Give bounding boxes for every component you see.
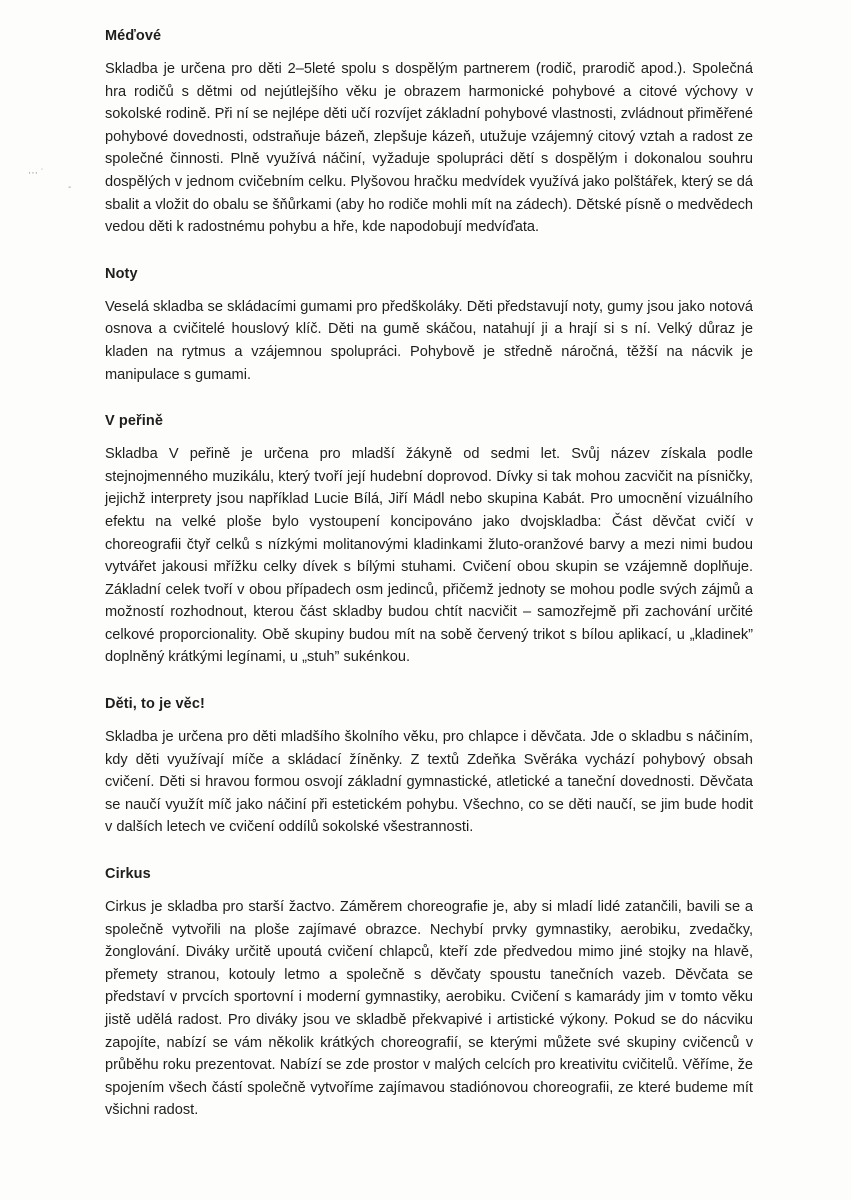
scan-speck: ⋯ ˙ (28, 168, 45, 179)
section-heading: V peřině (105, 413, 164, 430)
section-deti-to-je-vec (105, 694, 753, 839)
section-heading: Méďové (105, 28, 162, 44)
section-v-perine (105, 411, 753, 669)
section-heading: Děti, to je věc! (105, 696, 205, 713)
section-body: Cirkus je skladba pro starší žactvo. Záměrem choreografie je, aby si mladí lidé zatančili, bavili se a společně vytvořili na ploše zajímavé obrazce. Nechybí prvky gymnastiky, aerobiku, zvedačky, žonglování. Diváky určitě upoutá cvičení chlapců, kteří zde předvedou mimo jiné stojky na hlavě, přemety stranou, kotouly letmo a společně s děvčaty spoustu tanečních vazeb. Děvčata se představí v prvcích sportovní i moderní gymnastiky, aerobiku. Cvičení s kamarády jim v tomto věku jistě udělá radost. Pro diváky jsou ve skladbě překvapivé i artistické výkony. Pokud se do nácviku zapojíte, nabízí se vám několik krátkých choreografií, se kterými můžete své skupiny cvičenců v průběhu roku prezentovat. Nabízí se zde prostor v malých celcích pro kreativitu cvičitelů. Věříme, že spojením všech částí společně vytvoříme zajímavou stadiónovou choreografii, ze které budeme mít všichni radost. (105, 899, 753, 1119)
section-noty (105, 264, 753, 386)
section-heading: Noty (105, 265, 138, 282)
section-cirkus (105, 864, 753, 1122)
section-body: Veselá skladba se skládacími gumami pro předškoláky. Děti představují noty, gumy jsou jako notová osnova a cvičitelé houslový klíč. Děti na gumě skáčou, natahují ji a hrají si s ní. Velký důraz je kladen na rytmus a vzájemnou spolupráci. Pohybově je středně náročná, těžší na nácvik je manipulace s gumami. (105, 298, 753, 383)
section-body: Skladba je určena pro děti mladšího školního věku, pro chlapce i děvčata. Jde o skladbu s náčiním, kdy děti využívají míče a skládací žíněnky. Z textů Zdeňka Svěráka vychází pohybový obsah cvičení. Děti si hravou formou osvojí základní gymnastické, atletické a taneční dovednosti. Děvčata se naučí využít míč jako náčiní při estetickém pohybu. Všechno, co se děti naučí, se jim bude hodit v dalších letech ve cvičení oddílů sokolské všestrannosti. (105, 729, 753, 836)
section-body: Skladba V peřině je určena pro mladší žákyně od sedmi let. Svůj název získala podle stejnojmenného muzikálu, který tvoří její hudební doprovod. Dívky si tak mohou zacvičit na písničky, jejichž interprety jsou například Lucie Bílá, Jiří Mádl nebo skupina Kabát. Pro umocnění vizuálního efektu na velké ploše bylo vystoupení koncipováno jako dvojskladba: Část děvčat cvičí v choreografii čtyř celků s nízkými molitanovými kladinkami žluto-oranžové barvy a mezi nimi budou vytvářet jakousi mřížku celky dívek s bílými stuhami. Cvičení obou skupin se vzájemně doplňuje. Základní celek tvoří v obou případech osm jedinců, přičemž jednoty se mohou podle svých zájmů a možností rozhodnout, kterou část skladby budou chtít nacvičit – samozřejmě při zachování určité celkové proporcionality. Obě skupiny budou mít na sobě červený trikot s bílou aplikací, u „kladinek” doplněný krátkými legínami, u „stuh” sukénkou. (105, 446, 753, 666)
scan-speck: - (68, 182, 72, 193)
section-heading: Cirkus (105, 866, 151, 883)
document-page (105, 26, 753, 1147)
section-body: Skladba je určena pro děti 2–5leté spolu s dospělým partnerem (rodič, prarodič apod.). Společná hra rodičů s dětmi od nejútlejšího věku je obrazem harmonické pohybové a citové výchovy v sokolské rodině. Při ní se nejlépe děti učí rozvíjet základní pohybové vlastnosti, zvládnout přiměřené pohybové dovednosti, odstraňuje bázeň, zlepšuje kázeň, utužuje vzájemný citový vztah a radost ze společné činnosti. Plně využívá náčiní, vyžaduje spolupráci dětí s dospělým i dokonalou souhru dospělých v jednom cvičebním celku. Plyšovou hračku medvídek využívá jako polštářek, který se dá sbalit a vložit do obalu se šňůrkami (aby ho rodiče mohli mít na zádech). Dětské písně o medvědech vedou děti k radostnému pohybu a hře, kde napodobují medvíďata. (105, 61, 753, 236)
section-medove (105, 26, 753, 239)
